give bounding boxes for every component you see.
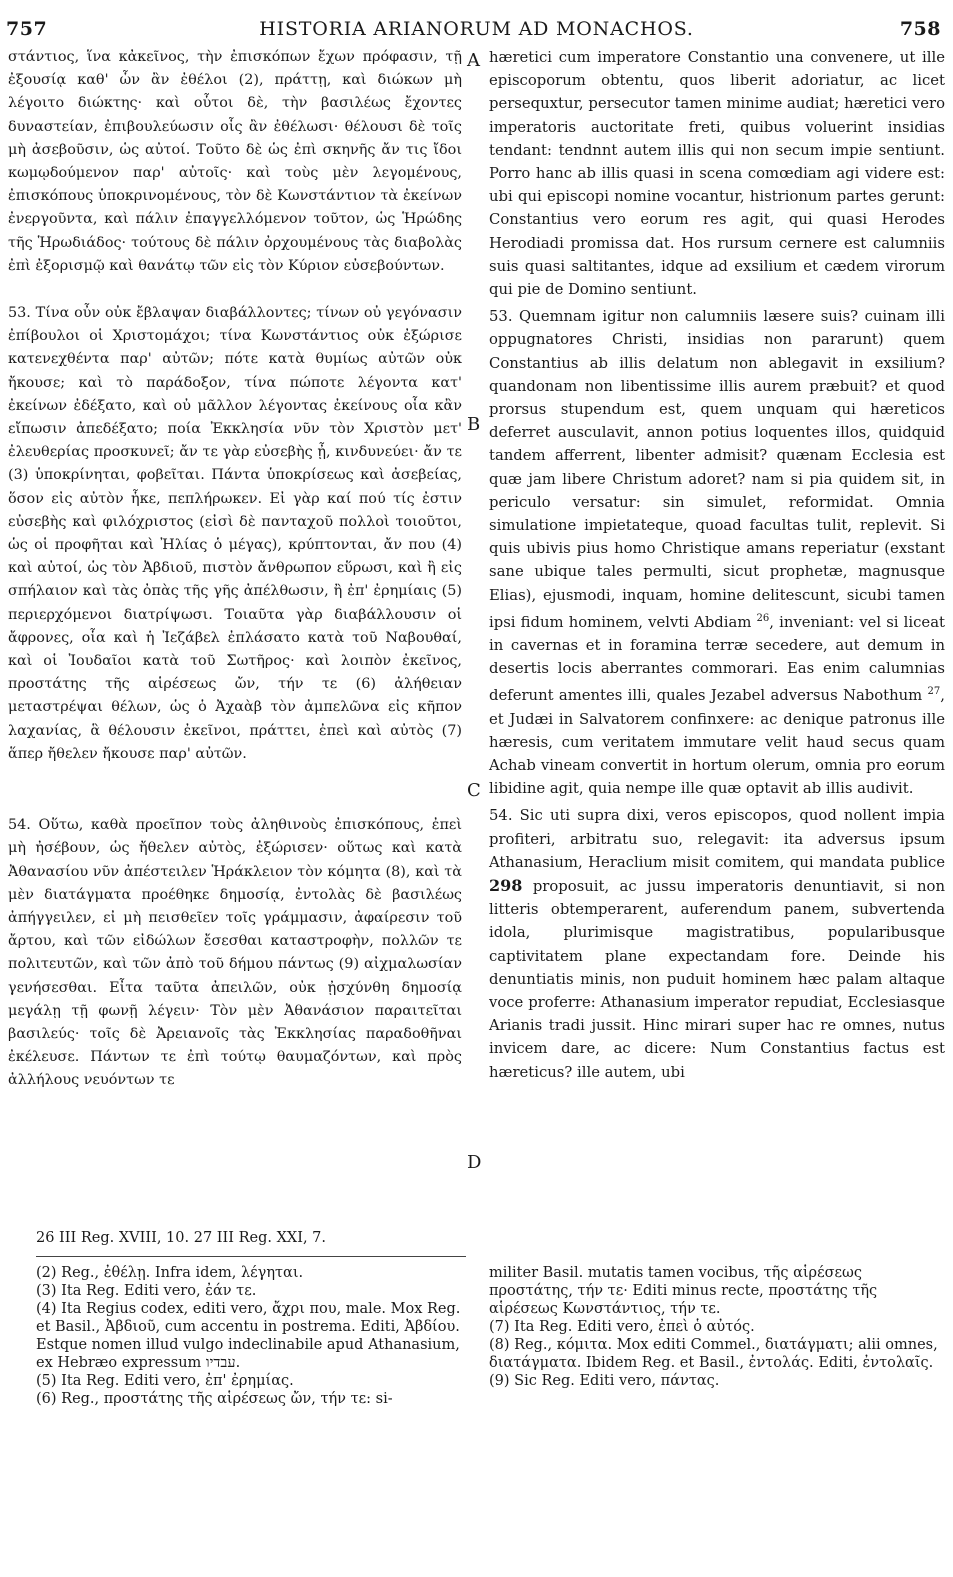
margin-letter-a: A: [467, 50, 480, 71]
greek-paragraph-54: 54. Οὕτω, καθὰ προεῖπον τοὺς ἀληθινοὺς ἐπισκόπους, ἐπεὶ μὴ ἠσέβουν, ὡς ἤθελεν αὐτὸς, ἐξώρισεν· οὕτως καὶ κατὰ Ἀθανασίου νῦν ἀπέστειλεν Ἡράκλειον τὸν κόμητα (8), καὶ τὰ μὲν διατάγματα προέθηκε δημοσίᾳ, ἐντολὰς δὲ βασιλέως ἀπήγγειλεν, εἰ μὴ πεισθεῖεν τοῖς γράμμασιν, ἀφαίρεσιν τοῦ ἄρτου, καὶ τῶν εἰδώλων ἔσεσθαι καταστροφὴν, πολλῶν τε πολιτευτῶν, καὶ τῶν ἀπὸ τοῦ δήμου πάντως (9) αἰχμαλωσίαν γενήσεσθαι. Εἶτα ταῦτα ἀπειλῶν, οὐκ ᾐσχύνθη δημοσίᾳ μεγάλῃ τῇ φωνῇ λέγειν· Τὸν μὲν Ἀθανάσιον παραιτεῖται βασιλεύς· τοῖς δὲ Ἀρειανοῖς τὰς Ἐκκλησίας παραδοθῆναι ἐκέλευσε. Πάντων τε ἐπὶ τούτῳ θαυμαζόντων, καὶ πρὸς ἀλλήλους νευόντων τε: [8, 817, 462, 1089]
latin-column: [489, 46, 945, 1084]
running-title: HISTORIA ARIANORUM AD MONACHOS.: [259, 18, 694, 40]
latin-paragraph-54-cont: proposuit, ac jussu imperatoris denuntiavit, si non litteris obtemperarent, auferendum panem, subvertenda idola, plurimisque magistratibus, popularibusque captivitatem plane expectandam fore. Deinde his denuntiatis minis, non puduit hominem hæc palam altaque voce proferre: Athanasium imperator repudiat, Ecclesiasque Arianis tradi jussit. Hinc mirari super hac re omnes, nutus invicem dare, ac dicere: Num Constantius factus est hæreticus? ille autem, ubi: [489, 877, 945, 1081]
footnote-ref-27: 27: [927, 686, 941, 698]
margin-letter-b: B: [467, 414, 481, 435]
latin-paragraph-54: [489, 804, 945, 1083]
footnotes-left: [36, 1264, 466, 1408]
page-number-right: 758: [899, 18, 941, 40]
footnote-6: (6) Reg., προστάτης τῆς αἱρέσεως ὤν, τήν τε: si-: [36, 1391, 393, 1407]
latin-paragraph-54-text: 54. Sic uti supra dixi, veros episcopos, quod nollent impia profiteri, arbitratu suo, relegavit: ita adversus ipsum Athanasium, Heraclium misit comitem, qui mandata publice: [489, 807, 945, 871]
footnote-9: (9) Sic Reg. Editi vero, πάντας.: [489, 1373, 720, 1389]
bible-references: 26 III Reg. XVIII, 10. 27 III Reg. XXI, 7.: [36, 1230, 326, 1246]
greek-paragraph-53: 53. Τίνα οὖν οὐκ ἔβλαψαν διαβάλλοντες; τίνων οὐ γεγόνασιν ἐπίβουλοι οἱ Χριστομάχοι; τίνα Κωνστάντιος οὐκ ἐξώρισε κατενεχθέντα παρ' αὐτῶν; πότε κατὰ θυμίως αὐτῶν οὐκ ἤκουσε; καὶ τὸ παράδοξον, τίνα πώποτε λέγοντα κατ' ἐκείνων ἐδέξατο, καὶ οὐ μᾶλλον λέγοντας ἐκείνους οἷα κἂν εἴπωσιν ἀπεδέξατο; ποία Ἐκκλησία νῦν τὸν Χριστὸν μετ' ἐλευθερίας προσκυνεῖ; ἄν τε γὰρ εὐσεβὴς ᾖ, κινδυνεύει· ἄν τε (3) ὑποκρίνηται, φοβεῖται. Πάντα ὑποκρίσεως καὶ ἀσεβείας, ὅσον εἰς αὐτὸν ἧκε, πεπλήρωκεν. Εἰ γὰρ καί πού τίς ἐστιν εὐσεβὴς καὶ φιλόχριστος (εἰσὶ δὲ πανταχοῦ πολλοὶ τοιοῦτοι, ὡς οἱ προφῆται καὶ Ἠλίας ὁ μέγας), κρύπτονται, ἄν που (4) καὶ αὐτοί, ὡς τὸν Ἀβδιοῦ, πιστὸν ἄνθρωπον εὕρωσι, καὶ ἢ εἰς σπήλαιον καὶ τὰς ὀπὰς τῆς γῆς ἀπέλθωσιν, ἢ ἐπ' ἐρημίαις (5) περιερχόμενοι διατρίψωσι. Τοιαῦτα γὰρ διαβάλλουσιν οἱ ἄφρονες, οἷα καὶ ἡ Ἰεζάβελ ἐπλάσατο κατὰ τοῦ Ναβουθαί, καὶ οἱ Ἰουδαῖοι κατὰ τοῦ Σωτῆρος· καὶ λοιπὸν ἐκεῖνος, προστάτης τῆς αἱρέσεως ὤν, τήν τε (6) ἀλήθειαν μεταστρέψαι θέλων, ὡς ὁ Ἀχαὰβ τὸν ἀμπελῶνα εἰς κῆπον λαχανίας, ἃ θέλουσιν ἐκεῖνοι, πράττει, ἐπεὶ καὶ αὐτὸς (7) ἅπερ ἤθελεν ἤκουσε παρ' αὐτῶν.: [8, 305, 462, 762]
latin-paragraph-53-end: et Judæi in Salvatorem confinxere: ac denique patronus ille hæresis, cum veritatem immutare velit haud secus quam Achab vineam convertit in hortum olerum, omnia pro eorum libidine agit, quia nempe ille quæ optavit ab illis audivit.: [489, 710, 945, 798]
margin-letter-d: D: [467, 1152, 482, 1173]
page-header: [0, 14, 953, 44]
footnote-3: (3) Ita Reg. Editi vero, ἐάν τε.: [36, 1283, 257, 1299]
latin-paragraph-53-cont: inveniant: vel si liceat in cavernas et in foramina terræ secedere, aut demum in desertis locis aberrantes commorari. Eas enim calumnias deferunt amentes illi, quales Jezabel adversus Nabothum: [489, 613, 945, 705]
latin-paragraph-intro: hæretici cum imperatore Constantio una convenere, ut ille episcoporum obtentu, quos liberit adoriatur, ac licet persequxtur, persecutor tamen minime audiat; hæretici vero imperatoris auctoritate freti, quibus voluerint insidias tendant: tendnnt autem illis qui non secum impie sentiunt. Porro hanc ab illis quasi in scena comœdiam agi videre est: ubi qui episcopi nomine vocantur, histrionum partes gerunt: Constantius vero eorum res agit, qui quasi Herodes Herodiadi promissa dat. Hos rursum cernere est calumniis suis quasi saltitantes, idque ad exsilium et cædem virorum qui pie de Domino sentiunt.: [489, 49, 945, 299]
latin-paragraph-53: 53. Quemnam igitur non calumniis læsere suis? cuinam illi oppugnatores Christi, insidias non pararunt) quem Constantius ab illis delatum non ablegavit in exsilium? quandonam non libentissime illis aurem præbuit? et quod prorsus stupendum est, quem unquam qui hæreticos deferret ausculavit, annon potius loquentes illos, quidquid tandem afferrent, libenter admisit? quænam Ecclesia est quæ jam libere Christum adoret? nam si pia quidem sit, in periculo versatur: sin simulet, reformidat. Omnia simulatione impietateque, quoad facultas tulit, replevit. Si quis ubivis pius homo Christique amans reperiatur (exstant sane ubique tales permulti, sicut prophetæ, magnusque Elias), ejusmodi, inquam, homine delitescunt, sicubi tamen ipsi fidum hominem, velvti Abdiam $^{26}$, inveniant: vel si liceat in cavernas et in foramina terræ secedere, aut demum in desertis locis aberrantes commorari. Eas enim calumnias deferunt amentes illi, quales Jezabel adversus Nabothum $^{27}$, et Judæi in Salvatorem confinxere: ac denique patronus ille hæresis, cum veritatem immutare velit haud secus quam Achab vineam convertit in hortum olerum, omnia pro eorum libidine agit, quia nempe ille quæ optavit ab illis audivit.: [489, 308, 945, 798]
latin-paragraph-53-text: 53. Quemnam igitur non calumniis læsere suis? cuinam illi oppugnatores Christi, insidias non pararunt) quem Constantius ab illis delatum non ablegavit in exsilium? quandonam non libentissime illis aurem præbuit? et quod prorsus stupendum est, quem unquam qui hæreticos deferret ausculavit, annon potius loquentes illos, quidquid tandem afferrent, libenter admisit? quænam Ecclesia est quæ jam libere Christum adoret? nam si pia quidem sit, in periculo versatur: sin simulet, reformidat. Omnia simulatione impietateque, quoad facultas tulit, replevit. Si quis ubivis pius homo Christique amans reperiatur (exstant sane ubique tales permulti, sicut prophetæ, magnusque Elias), ejusmodi, inquam, homine delitescunt, sicubi tamen ipsi fidum hominem, velvti Abdiam: [489, 308, 945, 631]
footnote-8: (8) Reg., κόμιτα. Mox editi Commel., διατάγματι; alii omnes, διατάγματα. Ibidem Reg. et Basil., ἐντολάς. Editi, ἐντολαῖς.: [489, 1337, 938, 1371]
greek-column: [8, 46, 462, 1093]
footnote-5: (5) Ita Reg. Editi vero, ἐπ' ἐρημίας.: [36, 1373, 294, 1389]
margin-letter-c: C: [467, 780, 481, 801]
greek-paragraph-intro: στάντιος, ἵνα κἀκεῖνος, τὴν ἐπισκόπων ἔχων πρόφασιν, τῇ ἐξουσίᾳ καθ' ὧν ἂν ἐθέλοι (2), πράττῃ, καὶ διώκων μὴ λέγοιτο διώκτης· καὶ οὗτοι δὲ, τὴν βασιλέως ἔχοντες δυναστείαν, ἐπιβουλεύωσιν οἷς ἂν ἐθέλωσι· θέλουσι δὲ τοῖς μὴ ἀσεβοῦσιν, ὡς αὐτοί. Τοῦτο δὲ ὡς ἐπὶ σκηνῆς ἄν τις ἴδοι κωμῳδούμενον παρ' αὐτοῖς· καὶ τοὺς μὲν λεγομένους, ἐπισκόπους ὑποκρινομένους, τὸν δὲ Κωνστάντιον τὰ ἐκείνων ἐνεργοῦντα, καὶ πάλιν ἐπαγγελλόμενον τοῦτον, ὡς Ἡρώδης τῆς Ἡρωδιάδος· τούτους δὲ πάλιν ὀρχουμένους τὰς διαβολὰς ἐπὶ ἐξορισμῷ καὶ θανάτῳ τῶν εἰς τὸν Κύριον εὐσεβούντων.: [8, 49, 462, 274]
footnote-2: (2) Reg., ἐθέλῃ. Infra idem, λέγηται.: [36, 1265, 304, 1281]
footnote-7: (7) Ita Reg. Editi vero, ἐπεὶ ὁ αὐτός.: [489, 1319, 755, 1335]
footnote-ref-26: 26: [756, 612, 770, 624]
footnotes-right: [489, 1264, 945, 1390]
footnote-4: (4) Ita Regius codex, editi vero, ἄχρι που, male. Mox Reg. et Basil., Ἀβδιοῦ, cum accentu in postrema. Editi, Ἀβδίου. Estque nomen illud vulgo indeclinabile apud Athanasium, ex Hebræo expressum עבדיו.: [36, 1301, 461, 1371]
footnote-rule: [36, 1256, 466, 1257]
column-number: 298: [489, 875, 523, 895]
footnote-6-cont: militer Basil. mutatis tamen vocibus, τῆς αἱρέσεως προστάτης, τήν τε· Editi minus recte, προστάτης τῆς αἱρέσεως Κωνστάντιος, τήν τε.: [489, 1265, 878, 1317]
page-number-left: 757: [6, 18, 48, 40]
